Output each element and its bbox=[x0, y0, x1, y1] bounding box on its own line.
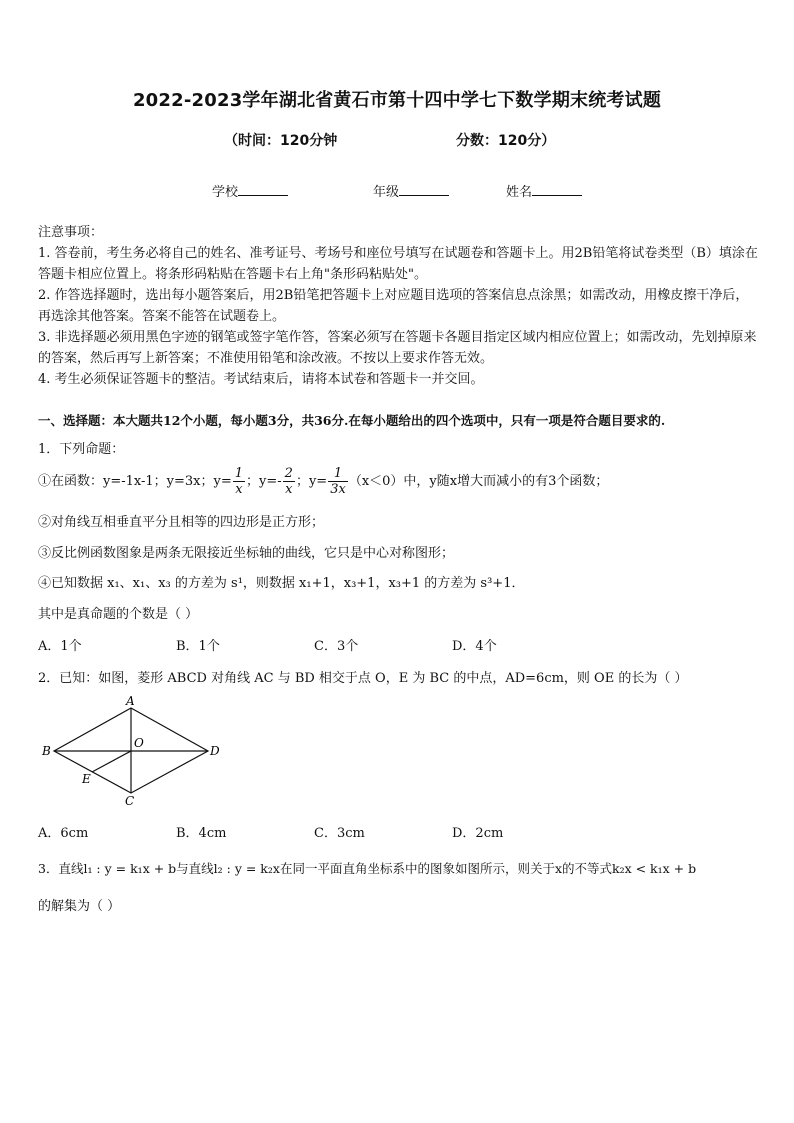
notice-heading: 注意事项： bbox=[38, 225, 104, 240]
grade-label: 年级 bbox=[373, 185, 400, 200]
label-c: C bbox=[125, 794, 135, 807]
exam-time: （时间：120分钟 bbox=[224, 133, 338, 149]
fraction: $\frac{1}{x}$ bbox=[234, 466, 244, 497]
q2-option-d[interactable]: D．2cm bbox=[452, 826, 504, 841]
rhombus-figure bbox=[38, 695, 228, 807]
name-label: 姓名 bbox=[506, 185, 533, 200]
q1-stem: 1．下列命题： bbox=[38, 442, 125, 457]
q2-option-a[interactable]: A．6cm bbox=[38, 826, 89, 841]
notice-item: 4. 考生必须保证答题卡的整洁。考试结束后，请将本试卷和答题卡一并交回。 bbox=[38, 372, 484, 387]
name-field bbox=[506, 181, 582, 200]
label-o: O bbox=[134, 736, 144, 750]
notice-item: 2. 作答选择题时，选出每小题答案后，用2B铅笔把答题卡上对应题目选项的答案信息点涂黑；如需改动，用橡皮擦干净后，再选涂其他答案。答案不能答在试题卷上。 bbox=[38, 288, 749, 324]
notice-item: 3. 非选择题必须用黑色字迹的钢笔或签字笔作答，答案必须写在答题卡各题目指定区域内相应位置上；如需改动，先划掉原来的答案，然后再写上新答案；不准使用铅笔和涂改液。不按以上要求作答无效。 bbox=[38, 330, 757, 366]
q1-option-b[interactable]: B．1个 bbox=[176, 639, 220, 654]
label-b: B bbox=[42, 744, 51, 758]
q1-statement-2: ②对角线互相垂直平分且相等的四边形是正方形； bbox=[38, 515, 325, 530]
label-a: A bbox=[126, 695, 135, 708]
q3-cont: 的解集为（ ） bbox=[38, 899, 121, 914]
notice-item: 1. 答卷前，考生务必将自己的姓名、准考证号、考场号和座位号填写在试题卷和答题卡上。用2B铅笔将试卷类型（B）填涂在答题卡相应位置上。将条形码粘贴在答题卡右上角"条形码粘贴处"。 bbox=[38, 246, 758, 282]
school-blank[interactable] bbox=[238, 183, 288, 196]
q1-statement-4: ④已知数据 x₁、x₁、x₃ 的方差为 s¹，则数据 x₁+1，x₃+1，x₃+1 的方差为 s³+1． bbox=[38, 576, 525, 591]
grade-blank[interactable] bbox=[399, 183, 449, 196]
exam-title: 2022-2023学年湖北省黄石市第十四中学七下数学期末统考试题 bbox=[132, 90, 662, 111]
q1-statement-3: ③反比例函数图象是两条无限接近坐标轴的曲线，它只是中心对称图形； bbox=[38, 546, 455, 561]
fraction: $\frac{2}{x}$ bbox=[284, 466, 293, 497]
exam-score: 分数：120分） bbox=[456, 133, 556, 149]
name-blank[interactable] bbox=[532, 183, 582, 196]
school-label: 学校 bbox=[212, 185, 239, 200]
segment-oe bbox=[92, 751, 131, 772]
q2-option-b[interactable]: B．4cm bbox=[176, 826, 227, 841]
label-d: D bbox=[210, 744, 220, 758]
fraction: $\frac{1}{3x}$ bbox=[330, 466, 346, 497]
grade-field bbox=[373, 181, 449, 200]
q1-option-d[interactable]: D．4个 bbox=[452, 639, 497, 654]
q1-ask: 其中是真命题的个数是（ ） bbox=[38, 607, 199, 622]
section-heading: 一、选择题：本大题共12个小题，每小题3分，共36分.在每小题给出的四个选项中，只有一项是符合题目要求的. bbox=[38, 413, 666, 428]
q3-stem: 3．直线l₁ : y = k₁x + b与直线l₂ : y = k₂x在同一平面直角坐标系中的图象如图所示，则关于x的不等式k₂x < k₁x + b bbox=[38, 861, 697, 876]
label-e: E bbox=[82, 772, 91, 786]
q1-option-c[interactable]: C．3个 bbox=[314, 639, 359, 654]
q1-statement-1: ①在函数：y=-1x-1；y=3x；y= $\frac{1}{x}$ ；y=- $\frac{2}{x}$ ；y= $\frac{1}{3x}$ （x＜0）中，y随x增大而减小的有3个函数； bbox=[38, 466, 609, 497]
school-field bbox=[212, 181, 288, 200]
notice-block bbox=[38, 222, 758, 390]
q2-stem: 2．已知：如图，菱形 ABCD 对角线 AC 与 BD 相交于点 O，E 为 BC 的中点，AD=6cm，则 OE 的长为（ ） bbox=[38, 671, 688, 686]
q1-option-a[interactable]: A．1个 bbox=[38, 639, 82, 654]
q2-option-c[interactable]: C．3cm bbox=[314, 826, 365, 841]
